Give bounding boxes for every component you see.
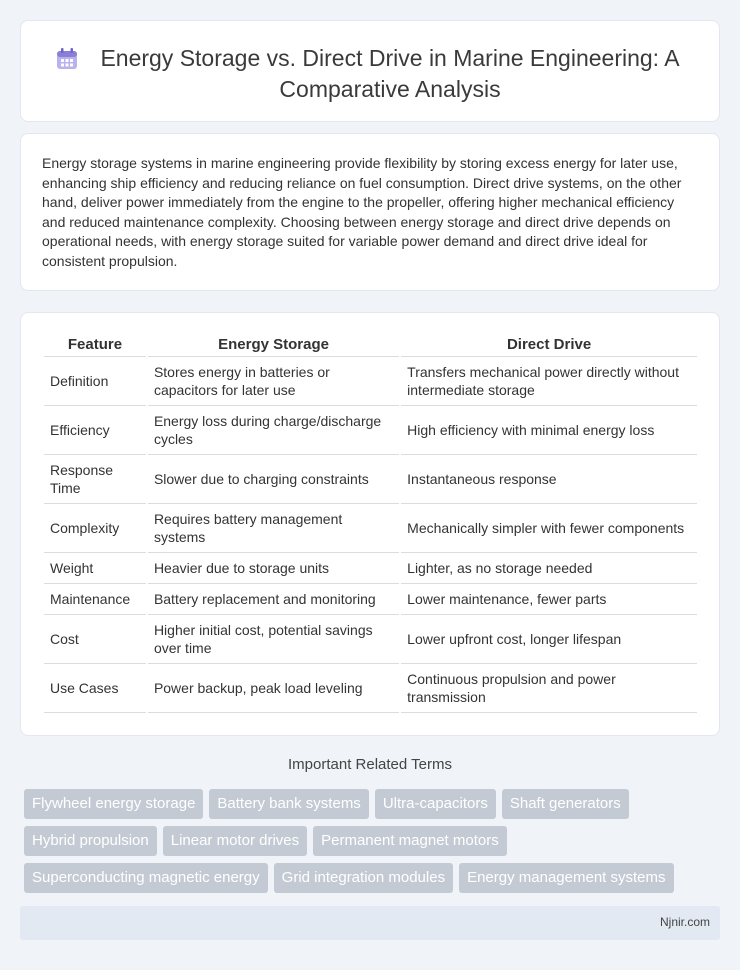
related-terms-list (24, 789, 724, 900)
tag-battery-bank-systems[interactable]: Battery bank systems (209, 789, 368, 819)
intro-card (20, 133, 720, 291)
row-feature: Weight (44, 553, 146, 584)
row-energy-storage: Battery replacement and monitoring (148, 584, 399, 615)
tag-flywheel-energy-storage[interactable]: Flywheel energy storage (24, 789, 203, 819)
row-energy-storage: Power backup, peak load leveling (148, 664, 399, 713)
row-direct-drive: Lighter, as no storage needed (401, 553, 697, 584)
row-feature: Maintenance (44, 584, 146, 615)
table-row (44, 357, 697, 406)
row-energy-storage: Higher initial cost, potential savings over time (148, 615, 399, 664)
table-row (44, 553, 697, 584)
row-direct-drive: Mechanically simpler with fewer components (401, 504, 697, 553)
row-direct-drive: Lower maintenance, fewer parts (401, 584, 697, 615)
row-energy-storage: Stores energy in batteries or capacitors for later use (148, 357, 399, 406)
footer-site-link[interactable]: Njnir.com (659, 915, 710, 929)
row-direct-drive: Lower upfront cost, longer lifespan (401, 615, 697, 664)
tag-row (24, 826, 724, 856)
row-direct-drive: Continuous propulsion and power transmission (401, 664, 697, 713)
row-energy-storage: Requires battery management systems (148, 504, 399, 553)
tag-row (24, 789, 724, 819)
row-feature: Efficiency (44, 406, 146, 455)
row-direct-drive: High efficiency with minimal energy loss (401, 406, 697, 455)
row-feature: Definition (44, 357, 146, 406)
table-row (44, 664, 697, 713)
row-feature: Use Cases (44, 664, 146, 713)
tag-grid-integration-modules[interactable]: Grid integration modules (274, 863, 453, 893)
row-feature: Complexity (44, 504, 146, 553)
comparison-table (42, 333, 699, 713)
tag-hybrid-propulsion[interactable]: Hybrid propulsion (24, 826, 157, 856)
intro-paragraph: Energy storage systems in marine engineering provide flexibility by storing excess energy for later use, enhancing ship efficiency and reducing reliance on fuel consumption. Direct drive systems, on the other hand, deliver power immediately from the engine to the propeller, offering higher mechanical efficiency and reduced maintenance complexity. Choosing between energy storage and direct drive depends on operational needs, with energy storage suited for variable power demand and direct drive ideal for consistent propulsion. (42, 155, 682, 269)
tag-shaft-generators[interactable]: Shaft generators (502, 789, 629, 819)
related-terms-title: Important Related Terms (288, 756, 452, 773)
header-feature: Feature (44, 333, 146, 357)
row-feature: Response Time (44, 455, 146, 504)
table-row (44, 504, 697, 553)
table-row (44, 406, 697, 455)
footer (20, 906, 720, 940)
header-direct-drive: Direct Drive (401, 333, 697, 357)
table-header-row (44, 333, 697, 357)
row-direct-drive: Transfers mechanical power directly without intermediate storage (401, 357, 697, 406)
tag-permanent-magnet-motors[interactable]: Permanent magnet motors (313, 826, 507, 856)
tag-row (24, 863, 724, 893)
row-direct-drive: Instantaneous response (401, 455, 697, 504)
row-energy-storage: Heavier due to storage units (148, 553, 399, 584)
tag-superconducting-magnetic-energy[interactable]: Superconducting magnetic energy (24, 863, 268, 893)
page-title: Energy Storage vs. Direct Drive in Marine Engineering: A Comparative Analysis (100, 45, 680, 102)
tag-linear-motor-drives[interactable]: Linear motor drives (163, 826, 307, 856)
row-energy-storage: Energy loss during charge/discharge cycles (148, 406, 399, 455)
row-energy-storage: Slower due to charging constraints (148, 455, 399, 504)
table-row (44, 584, 697, 615)
tag-ultra-capacitors[interactable]: Ultra-capacitors (375, 789, 496, 819)
row-feature: Cost (44, 615, 146, 664)
table-row (44, 455, 697, 504)
title-card (20, 20, 720, 122)
comparison-table-card (20, 312, 720, 736)
header-energy-storage: Energy Storage (148, 333, 399, 357)
tag-energy-management-systems[interactable]: Energy management systems (459, 863, 673, 893)
table-row (44, 615, 697, 664)
